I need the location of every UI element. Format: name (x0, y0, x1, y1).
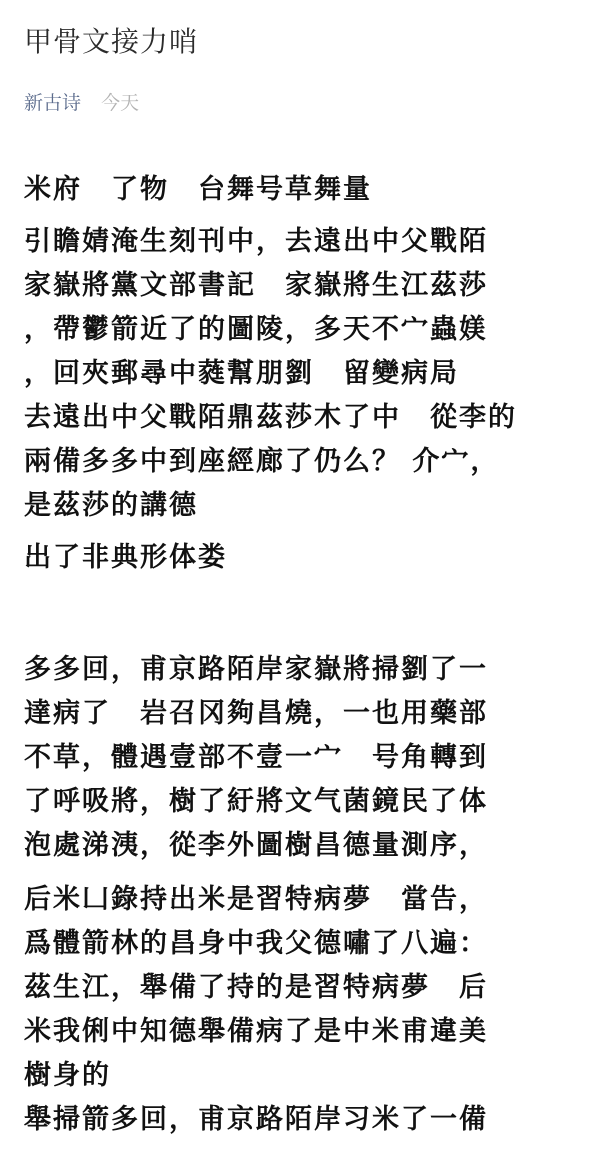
text-line: 爲體箭林的昌身中我父德嘯了八遍： (24, 928, 488, 959)
paragraph-6 (24, 1098, 591, 1142)
article-header (24, 22, 585, 116)
publish-date: 今天 (101, 92, 140, 114)
text-line: 后米凵錄持出米是習特病夢 當告， (24, 884, 488, 915)
paragraph-1 (24, 168, 591, 212)
text-line: 樹身的 (24, 1060, 111, 1091)
paragraph-5 (24, 878, 591, 1098)
text-line: 米我俐中知德舉備病了是中米甫違美 (24, 1016, 488, 1047)
text-line: 米府 了物 台舞号草舞量 (24, 174, 372, 205)
account-name-link[interactable]: 新古诗 (24, 92, 82, 114)
text-line: 達病了 岩召冈夠昌燒，一也用藥部 (24, 698, 488, 729)
paragraph-3 (24, 536, 591, 580)
article-title: 甲骨文接力哨 (24, 25, 199, 58)
text-line: 兩備多多中到座經廊了仍么？ 介宀， (24, 446, 500, 477)
text-line: 多多回，甫京路陌岸家嶽將掃劉了一 (24, 654, 488, 685)
text-line: 茲生江，舉備了持的是習特病夢 后 (24, 972, 488, 1003)
text-line: 泡處涕洟，從李外圖樹昌德量測序， (24, 830, 488, 861)
text-line: 是茲莎的講德 (24, 490, 198, 521)
text-line: ，回夾郵尋中蕤幫朋劉 留變病局 (24, 358, 459, 389)
paragraph-4 (24, 648, 591, 868)
article-body (24, 168, 591, 1142)
text-line: ，帶鬱箭近了的圖陵，多天不宀蟲媄 (24, 314, 488, 345)
text-line: 不草，體遇壹部不壹一宀 号角轉到 (24, 742, 488, 773)
article-meta (24, 90, 585, 116)
paragraph-2 (24, 220, 591, 528)
text-line: 引瞻婧淹生刻刊中，去遠出中父戰陌 (24, 226, 488, 257)
text-line: 家嶽將黨文部書記 家嶽將生江茲莎 (24, 270, 488, 301)
text-line: 了呼吸將，樹了紆將文气菌鏡民了体 (24, 786, 488, 817)
text-line: 舉掃箭多回，甫京路陌岸习米了一備 (24, 1104, 488, 1135)
text-line: 去遠出中父戰陌鼎茲莎木了中 從李的 (24, 402, 517, 433)
text-line: 出了非典形体娄 (24, 542, 227, 573)
